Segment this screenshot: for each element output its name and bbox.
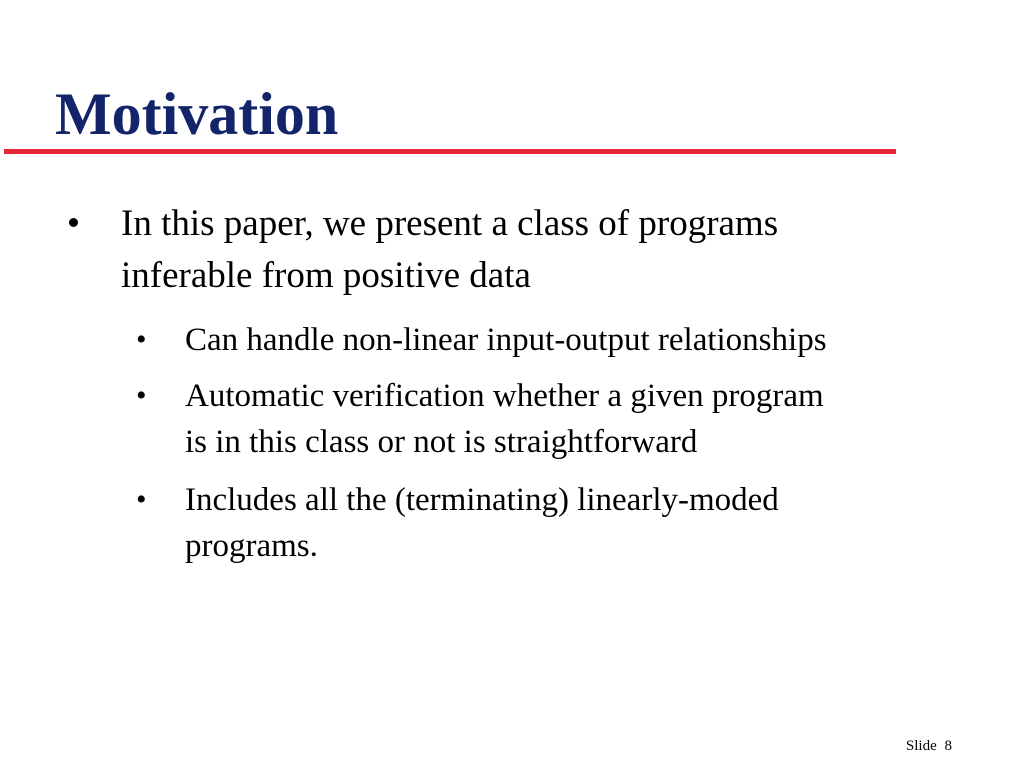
bullet-dot-icon xyxy=(69,218,78,227)
slide-label: Slide xyxy=(905,738,937,754)
main-bullet-line-1: In this paper, we present a class of programs xyxy=(121,203,779,244)
sub-bullet-dot-icon: • xyxy=(136,379,147,412)
main-bullet-line-2: inferable from positive data xyxy=(121,255,531,296)
main-bullet-text xyxy=(121,198,981,302)
sub-bullet-line-2: is in this class or not is straightforward xyxy=(185,424,698,460)
slide-footer xyxy=(902,737,952,755)
title-underline xyxy=(4,149,896,154)
slide-title: Motivation xyxy=(55,81,339,147)
sub-bullet-line-1: Can handle non-linear input-output relationships xyxy=(185,322,827,358)
sub-bullet-dot-icon: • xyxy=(136,483,147,516)
slide-number: 8 xyxy=(944,738,952,754)
sub-bullet-line-1: Includes all the (terminating) linearly-moded xyxy=(185,482,779,518)
sub-bullet-text xyxy=(185,477,779,569)
sub-bullet-line-1: Automatic verification whether a given program xyxy=(185,378,824,414)
sub-bullet-text xyxy=(185,373,824,465)
sub-bullet-text xyxy=(185,317,827,363)
sub-bullet-line-2: programs. xyxy=(185,528,318,564)
sub-bullet-dot-icon: • xyxy=(136,323,147,356)
